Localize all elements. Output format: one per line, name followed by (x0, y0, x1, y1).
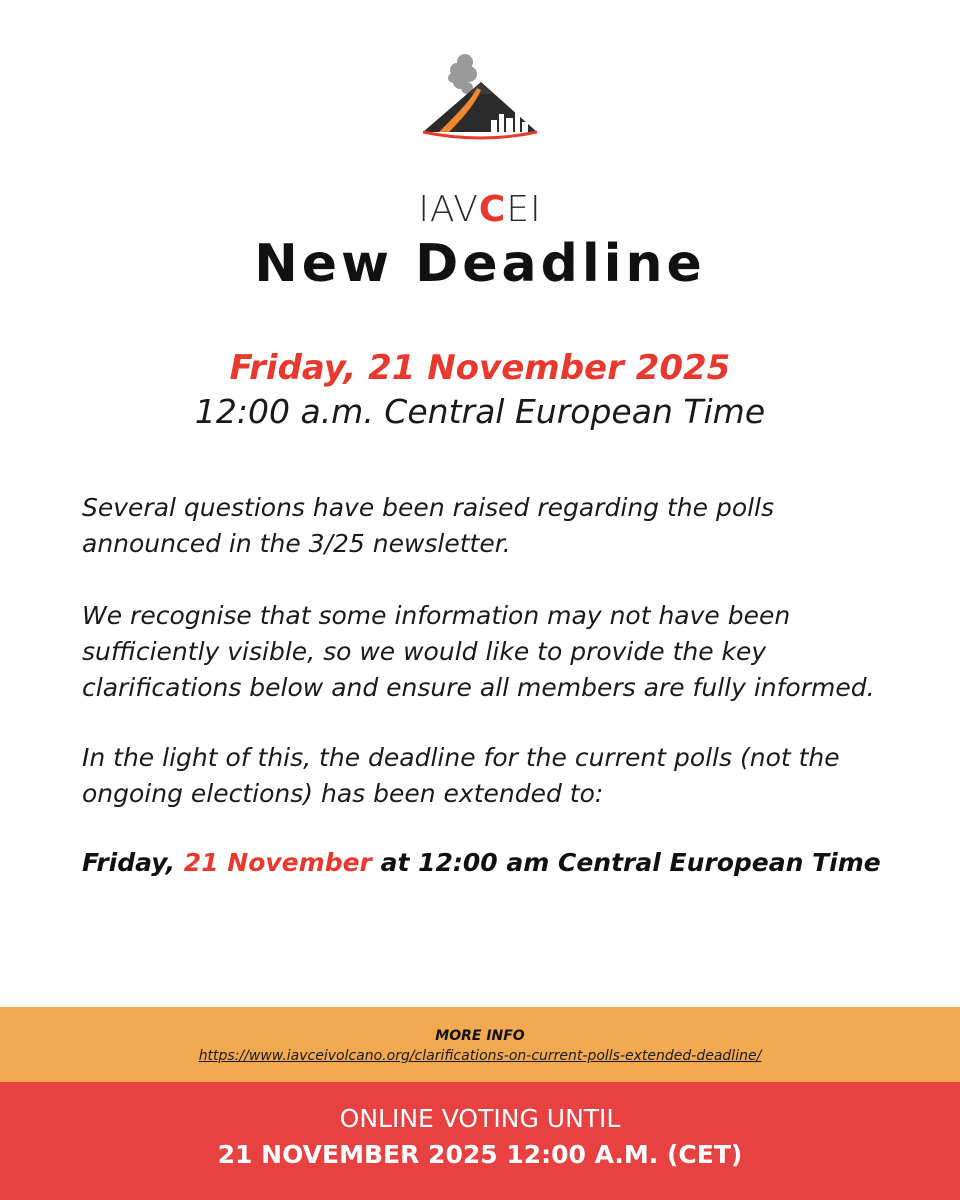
body-paragraph-3: In the light of this, the deadline for the current polls (not the ongoing elections) has been extended to: (82, 743, 840, 808)
footer-line-1: ONLINE VOTING UNTIL (339, 1104, 621, 1133)
wordmark-c: C (478, 189, 507, 230)
smoke-plume (448, 54, 477, 94)
wordmark-prefix: IAV (418, 189, 479, 230)
deadline-line-prefix: Friday, (82, 848, 184, 877)
deadline-date: Friday, 21 November 2025 (229, 348, 731, 388)
body-paragraph-1: Several questions have been raised regarding the polls announced in the 3/25 newsletter. (82, 493, 775, 558)
footer-line-2: 21 NOVEMBER 2025 12:00 A.M. (CET) (217, 1140, 743, 1169)
volcano-logo-icon (405, 52, 555, 182)
deadline-line-highlight: 21 November (183, 848, 372, 877)
more-info-label: MORE INFO (435, 1028, 525, 1044)
wordmark-suffix: EI (506, 189, 542, 230)
logo-wordmark (405, 190, 555, 230)
more-info-band (0, 1007, 960, 1082)
extended-deadline-line (82, 845, 902, 881)
iavcei-logo (405, 52, 555, 230)
page-title: New Deadline (254, 234, 706, 294)
more-info-link[interactable]: https://www.iavceivolcano.org/clarifications-on-current-polls-extended-deadline/ (198, 1048, 762, 1064)
deadline-time: 12:00 a.m. Central European Time (194, 392, 766, 431)
voting-footer-band (0, 1082, 960, 1200)
deadline-line-suffix: at 12:00 am Central European Time (371, 848, 881, 877)
body-paragraph-2: We recognise that some information may not have been sufficiently visible, so we would like to provide the key clarifications below and ensure all members are fully informed. (82, 601, 875, 702)
